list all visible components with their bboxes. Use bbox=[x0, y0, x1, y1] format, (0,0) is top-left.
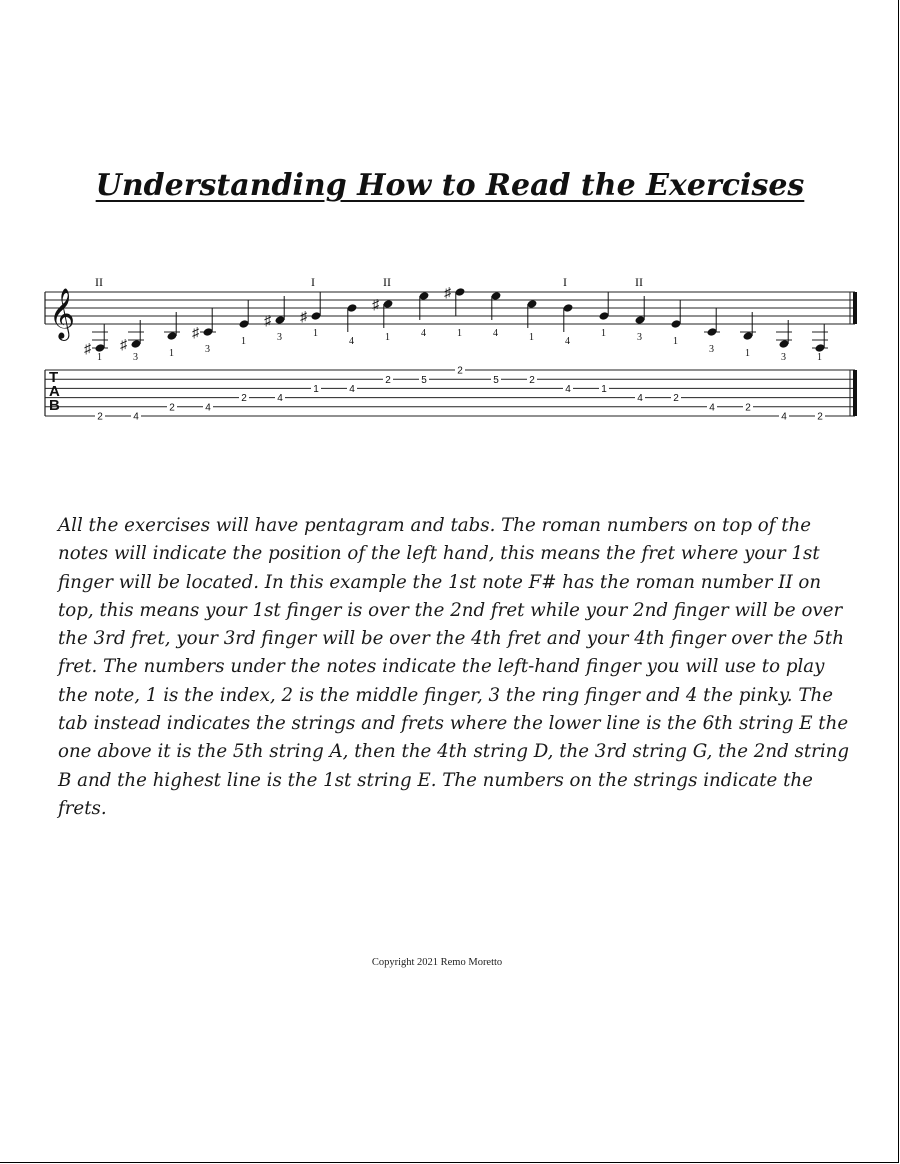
tab-label-a: A bbox=[49, 383, 60, 400]
explanation-paragraph: All the exercises will have pentagram and tabs. The roman numbers on top of the notes will indicate the position of the left hand, this means the fret where your 1st finger will be located. In this example the 1st note F# has the roman number II on top, this means your 1st finger is over the 2nd fret while your 2nd finger will be over the 3rd fret, your 3rd finger will be over the 4th fret and your 4th finger over the 5th fret. The numbers under the notes indicate the left-hand finger you will use to play the note, 1 is the index, 2 is the middle finger, 3 the ring finger and 4 the pinky. The tab instead indicates the strings and frets where the lower line is the 6th string E the one above it is the 5th string A, then the 4th string D, the 3rd string G, the 2nd string B and the highest line is the 1st string E. The numbers on the strings indicate the frets. bbox=[58, 515, 850, 819]
finger-number: 1 bbox=[745, 348, 750, 359]
tab-label-b: B bbox=[49, 397, 60, 414]
note bbox=[444, 286, 465, 339]
tab-fret-number: 2 bbox=[457, 365, 463, 377]
position-numeral: I bbox=[563, 275, 567, 289]
note bbox=[84, 275, 108, 363]
tab-fret-number: 4 bbox=[565, 384, 571, 395]
treble-clef-icon: 𝄞 bbox=[49, 289, 76, 338]
end-barline-thick bbox=[853, 292, 857, 324]
note bbox=[192, 308, 216, 355]
note bbox=[563, 275, 574, 347]
note bbox=[264, 296, 285, 343]
copyright-notice: Copyright 2021 Remo Moretto bbox=[371, 957, 503, 968]
note bbox=[704, 308, 720, 355]
sharp-accidental: ♯ bbox=[372, 298, 379, 313]
tab-fret-number: 4 bbox=[133, 411, 139, 423]
tab-fret-number: 2 bbox=[241, 393, 247, 405]
note bbox=[635, 275, 646, 343]
finger-number: 3 bbox=[781, 352, 786, 363]
tab-fret-number: 4 bbox=[709, 402, 715, 414]
tab-fret-number: 4 bbox=[277, 393, 283, 405]
position-numeral: II bbox=[95, 275, 103, 289]
sharp-accidental: ♯ bbox=[192, 326, 199, 341]
tab-fret-number: 2 bbox=[97, 411, 103, 423]
tab-fret-number: 2 bbox=[169, 402, 175, 414]
finger-number: 3 bbox=[277, 332, 282, 343]
finger-number: 1 bbox=[313, 328, 318, 339]
finger-number: 1 bbox=[241, 336, 246, 347]
note bbox=[300, 275, 321, 339]
position-numeral: II bbox=[635, 275, 643, 289]
finger-number: 1 bbox=[97, 352, 102, 363]
page-title-text: Understanding How to Read the Exercises bbox=[95, 168, 805, 203]
sharp-accidental: ♯ bbox=[444, 286, 451, 301]
tab-fret-number: 2 bbox=[745, 402, 751, 414]
note bbox=[812, 324, 828, 363]
notes-layer bbox=[84, 275, 828, 363]
note bbox=[120, 320, 144, 363]
position-numeral: II bbox=[383, 275, 391, 289]
finger-number: 4 bbox=[421, 328, 426, 339]
tab-label-t: T bbox=[49, 369, 59, 386]
tab-fret-number: 4 bbox=[205, 402, 211, 414]
finger-number: 3 bbox=[205, 344, 210, 355]
finger-number: 1 bbox=[529, 332, 534, 343]
tab-fret-number: 5 bbox=[493, 374, 499, 386]
note bbox=[239, 300, 250, 347]
finger-number: 3 bbox=[709, 344, 714, 355]
note bbox=[347, 303, 358, 347]
sharp-accidental: ♯ bbox=[120, 338, 127, 353]
finger-number: 1 bbox=[169, 348, 174, 359]
note bbox=[372, 275, 393, 343]
tab-fret-number: 5 bbox=[421, 374, 427, 386]
tab-fret-number: 2 bbox=[817, 411, 823, 423]
tablature-staff bbox=[45, 365, 855, 423]
tab-fret-number: 1 bbox=[601, 384, 607, 395]
finger-number: 1 bbox=[673, 336, 678, 347]
finger-number: 1 bbox=[385, 332, 390, 343]
note bbox=[164, 312, 180, 359]
note bbox=[419, 291, 430, 339]
tab-fret-number: 4 bbox=[349, 384, 355, 395]
finger-number: 3 bbox=[637, 332, 642, 343]
finger-number: 1 bbox=[601, 328, 606, 339]
tab-fret-number: 2 bbox=[385, 374, 391, 386]
note bbox=[491, 291, 502, 339]
position-numeral: I bbox=[311, 275, 315, 289]
finger-number: 3 bbox=[133, 352, 138, 363]
finger-number: 1 bbox=[457, 328, 462, 339]
note bbox=[599, 292, 610, 339]
tab-fret-number: 4 bbox=[781, 411, 787, 423]
music-score bbox=[0, 270, 900, 440]
sharp-accidental: ♯ bbox=[84, 342, 91, 357]
tab-end-barline-thick bbox=[853, 370, 857, 416]
page-title bbox=[0, 168, 900, 203]
note bbox=[740, 312, 756, 359]
finger-number: 1 bbox=[817, 352, 822, 363]
tab-fret-number: 2 bbox=[673, 393, 679, 405]
finger-number: 4 bbox=[349, 336, 354, 347]
tab-fret-number: 2 bbox=[529, 374, 535, 386]
finger-number: 4 bbox=[493, 328, 498, 339]
note bbox=[671, 300, 682, 347]
sharp-accidental: ♯ bbox=[300, 310, 307, 325]
finger-number: 4 bbox=[565, 336, 570, 347]
tab-fret-number: 4 bbox=[637, 393, 643, 405]
note bbox=[527, 299, 538, 343]
note bbox=[776, 320, 792, 363]
tab-fret-number: 1 bbox=[313, 384, 319, 395]
sharp-accidental: ♯ bbox=[264, 314, 271, 329]
